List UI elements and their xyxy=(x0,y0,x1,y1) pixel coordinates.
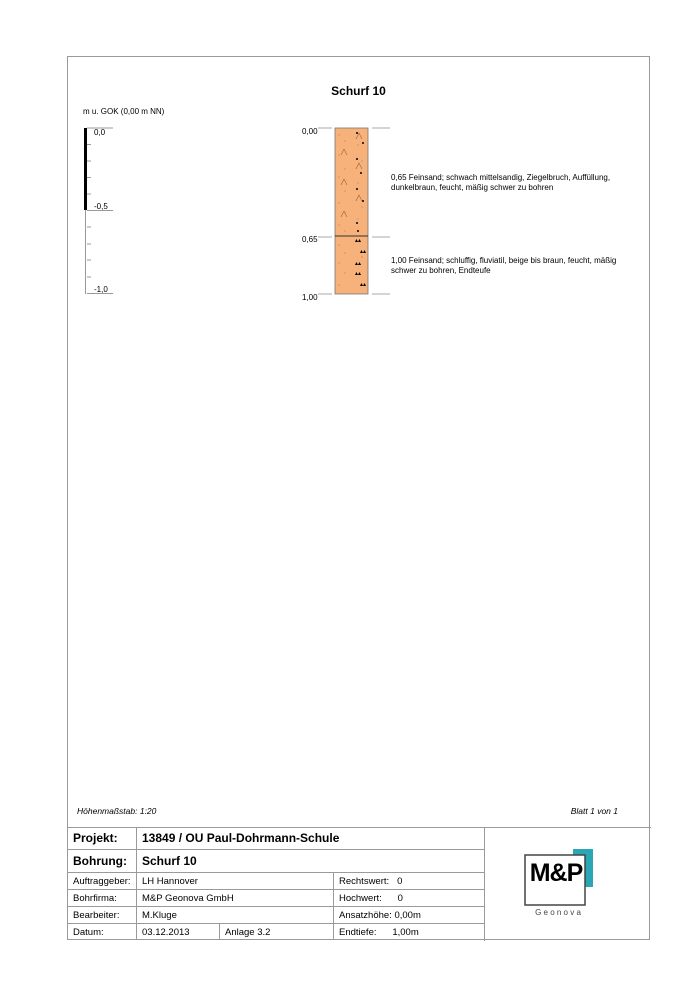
ansatzhoehe-value: 0,00m xyxy=(394,909,421,921)
layer-2-description xyxy=(391,256,641,276)
projekt-value: 13849 / OU Paul-Dohrmann-Schule xyxy=(137,827,485,850)
ansatzhoehe-cell xyxy=(334,907,485,924)
auftraggeber-value: LH Hannover xyxy=(137,873,334,890)
ansatzhoehe-label: Ansatzhöhe: xyxy=(339,909,392,921)
layer-1-description-line-2: dunkelbraun, feucht, mäßig schwer zu bohren xyxy=(391,183,554,192)
hochwert-cell xyxy=(334,890,485,907)
depth-label-mid: 0,65 xyxy=(302,235,318,244)
bohrung-value: Schurf 10 xyxy=(137,850,485,873)
layer-2-description-line-1: 1,00 Feinsand; schluffig, fluviatil, beige bis braun, feucht, mäßig xyxy=(391,256,617,265)
endtiefe-cell xyxy=(334,924,485,941)
hochwert-label: Hochwert: xyxy=(339,892,382,904)
sheet-number: Blatt 1 von 1 xyxy=(570,806,618,816)
datum-value: 03.12.2013 xyxy=(137,924,220,941)
projekt-label: Projekt: xyxy=(68,827,137,850)
anlage-value: Anlage 3.2 xyxy=(220,924,334,941)
layer-1-description xyxy=(391,173,641,193)
rechtswert-value: 0 xyxy=(397,875,403,887)
bohrfirma-value: M&P Geonova GmbH xyxy=(137,890,334,907)
endtiefe-label: Endtiefe: xyxy=(339,926,377,938)
scale-black-segment xyxy=(84,128,87,210)
page-title: Schurf 10 xyxy=(331,84,386,98)
bohrfirma-label: Bohrfirma: xyxy=(68,890,137,907)
auftraggeber-label: Auftraggeber: xyxy=(68,873,137,890)
hochwert-value: 0 xyxy=(397,892,403,904)
layer-2-fill xyxy=(335,236,368,294)
elevation-scale-graphic xyxy=(83,127,143,297)
rechtswert-cell xyxy=(334,873,485,890)
unit-label: m u. GOK (0,00 m NN) xyxy=(83,107,165,116)
scale-label-0: 0,0 xyxy=(94,128,106,137)
endtiefe-value: 1,00m xyxy=(392,926,419,938)
title-block-table xyxy=(68,827,485,940)
scale-label-minus-1-0: -1,0 xyxy=(94,285,108,294)
company-logo-cell xyxy=(484,827,651,941)
drilling-log-sheet xyxy=(67,56,650,940)
height-scale-label: Höhenmaßstab: 1:20 xyxy=(77,806,157,816)
title-block xyxy=(68,827,651,941)
soil-column xyxy=(318,125,393,297)
scale-label-minus-0-5: -0,5 xyxy=(94,202,108,211)
rechtswert-label: Rechtswert: xyxy=(339,875,390,887)
bohrung-label: Bohrung: xyxy=(68,850,137,873)
layer-1-fill xyxy=(335,128,368,236)
logo-subtext: G e o n o v a xyxy=(535,908,581,917)
elevation-scale xyxy=(83,127,143,297)
depth-label-top: 0,00 xyxy=(302,127,318,136)
bearbeiter-label: Bearbeiter: xyxy=(68,907,137,924)
bearbeiter-value: M.Kluge xyxy=(137,907,334,924)
layer-2-description-line-2: schwer zu bohren, Endteufe xyxy=(391,266,491,275)
logo-text: M&P xyxy=(529,859,583,887)
datum-label: Datum: xyxy=(68,924,137,941)
depth-label-bottom: 1,00 xyxy=(302,293,318,302)
layer-1-description-line-1: 0,65 Feinsand; schwach mittelsandig, Ziegelbruch, Auffüllung, xyxy=(391,173,611,182)
